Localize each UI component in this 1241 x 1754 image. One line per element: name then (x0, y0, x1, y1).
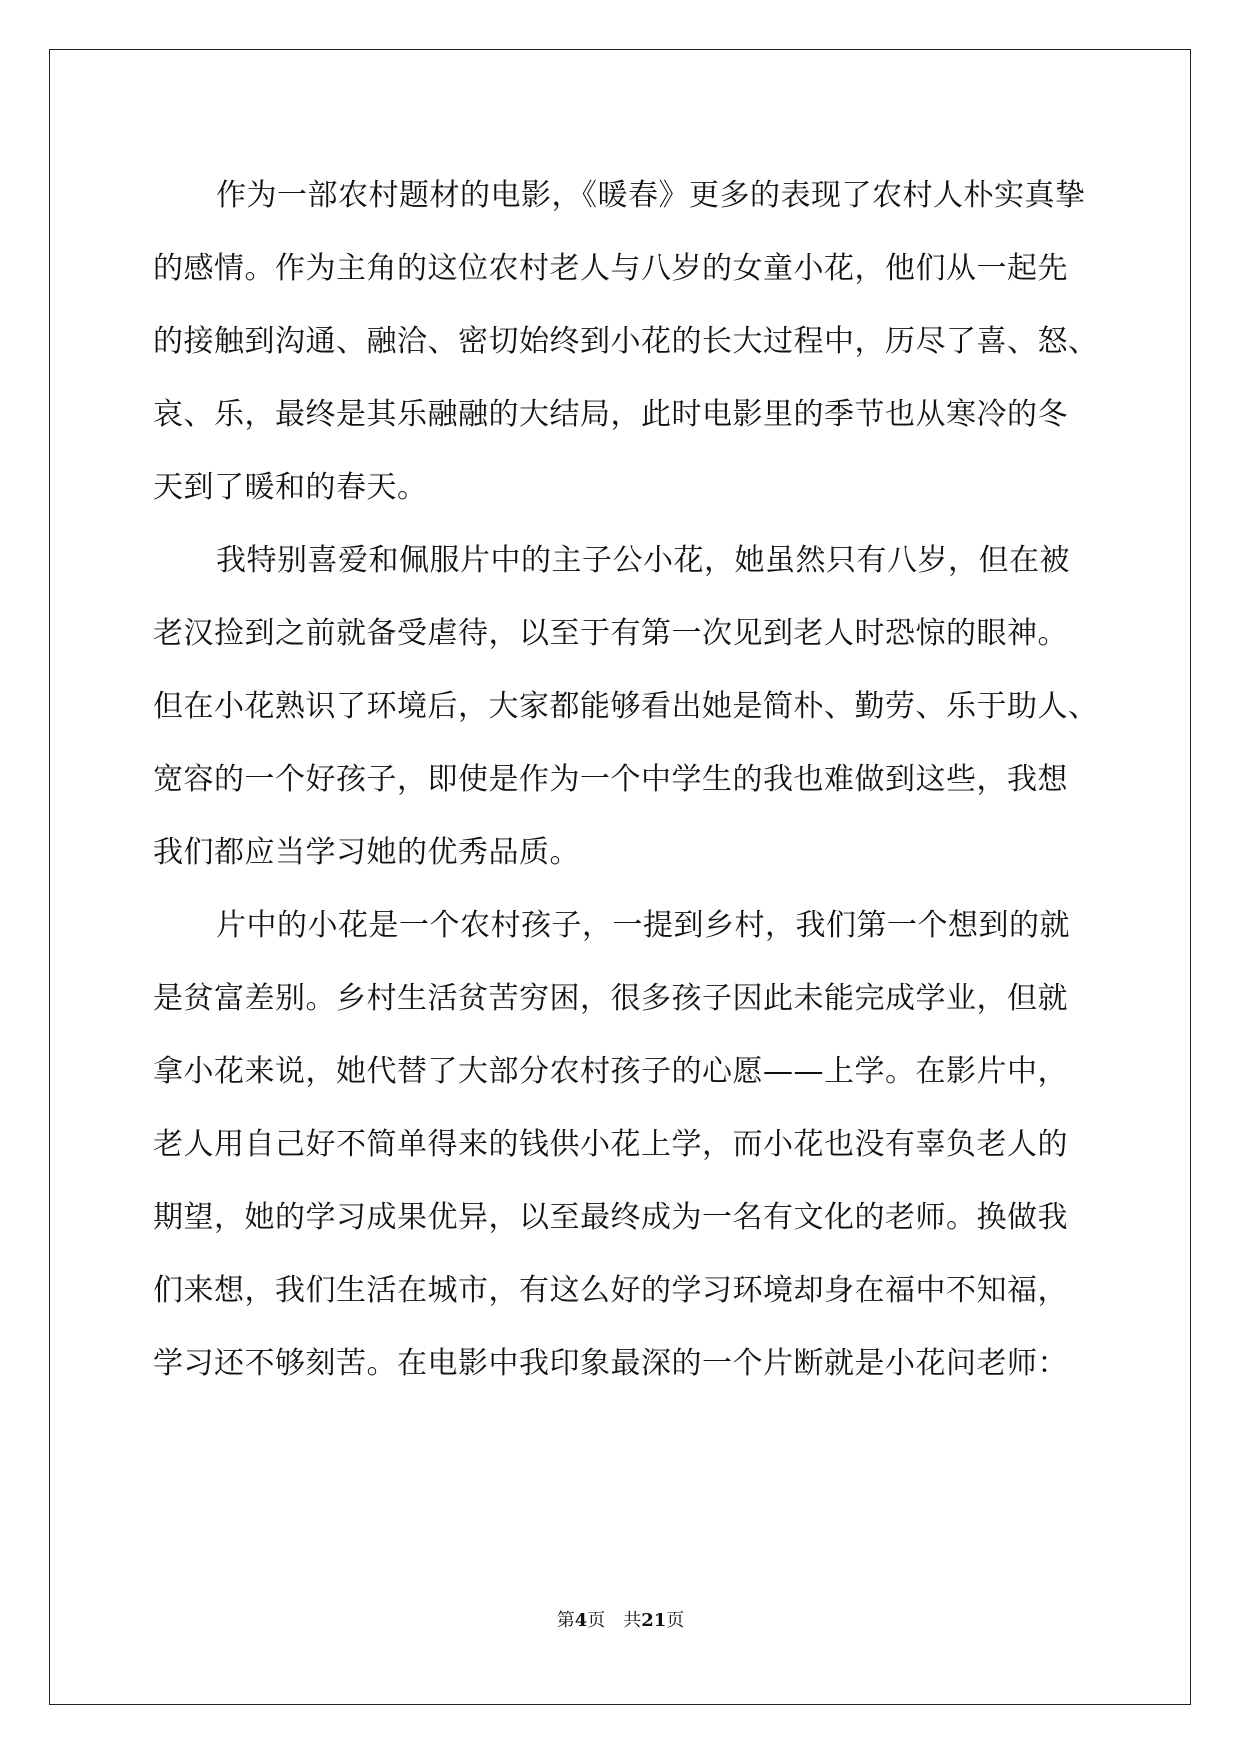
text-line: 天到了暖和的春天。 (153, 470, 428, 505)
text-line: 的接触到沟通、融洽、密切始终到小花的长大过程中，历尽了喜、怒、 (153, 324, 1099, 359)
text-line: 我们都应当学习她的优秀品质。 (153, 835, 580, 870)
text-line: 的感情。作为主角的这位农村老人与八岁的女童小花，他们从一起先 (153, 251, 1068, 286)
page-unit: 页 (587, 1610, 606, 1631)
text-line: 是贫富差别。乡村生活贫苦穷困，很多孩子因此未能完成学业，但就 (153, 981, 1068, 1016)
page-footer (0, 1606, 1241, 1632)
text-line: 我特别喜爱和佩服片中的主子公小花，她虽然只有八岁，但在被 (216, 543, 1070, 578)
total-prefix: 共 (623, 1610, 642, 1631)
text-line: 老人用自己好不简单得来的钱供小花上学，而小花也没有辜负老人的 (153, 1127, 1068, 1162)
text-line: 片中的小花是一个农村孩子，一提到乡村，我们第一个想到的就 (216, 908, 1070, 943)
text-line: 老汉捡到之前就备受虐待，以至于有第一次见到老人时恐惊的眼神。 (153, 616, 1068, 651)
text-line: 们来想，我们生活在城市，有这么好的学习环境却身在福中不知福， (153, 1273, 1068, 1308)
page-prefix: 第 (556, 1610, 575, 1631)
total-unit: 页 (666, 1610, 685, 1631)
text-line: 作为一部农村题材的电影，《暖春》更多的表现了农村人朴实真挚 (216, 178, 1086, 213)
text-line: 期望，她的学习成果优异，以至最终成为一名有文化的老师。换做我 (153, 1200, 1068, 1235)
document-body (153, 159, 1099, 1400)
text-line: 学习还不够刻苦。在电影中我印象最深的一个片断就是小花问老师： (153, 1346, 1068, 1381)
text-line: 但在小花熟识了环境后，大家都能够看出她是简朴、勤劳、乐于助人、 (153, 689, 1099, 724)
page-number: 4 (574, 1610, 588, 1631)
total-pages: 21 (641, 1610, 667, 1631)
text-line: 宽容的一个好孩子，即使是作为一个中学生的我也难做到这些，我想 (153, 762, 1068, 797)
text-line: 拿小花来说，她代替了大部分农村孩子的心愿——上学。在影片中， (153, 1054, 1068, 1089)
text-line: 哀、乐，最终是其乐融融的大结局，此时电影里的季节也从寒冷的冬 (153, 397, 1068, 432)
